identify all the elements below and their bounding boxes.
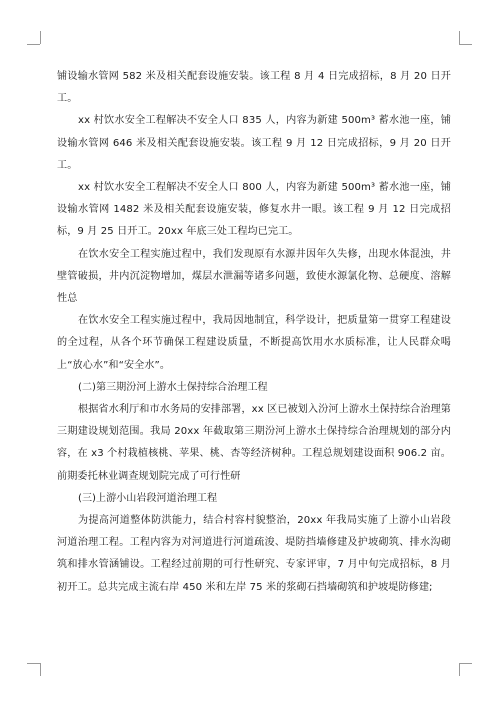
paragraph: xx 村饮水安全工程解决不安全人口 800 人，内容为新建 500m³ 蓄水池一座，铺设输水管网 1482 米及相关配套设施安装，修复水井一眼。该工程 9 月 12 日完成招标，9 月 25 日开工。20xx 年底三处工程均已完工。 bbox=[57, 182, 451, 238]
section-heading: (三)上游小山岩段河道治理工程 bbox=[78, 492, 218, 504]
crop-mark-bottom-left bbox=[40, 663, 41, 676]
crop-mark-top-right bbox=[459, 31, 460, 44]
crop-mark-bottom-right bbox=[459, 663, 472, 664]
paragraph: 在饮水安全工程实施过程中，我们发现原有水源井因年久失修，出现水体混浊，井壁管破损，井内沉淀物增加，煤层水泄漏等诸多问题，致使水源氯化物、总硬度、溶解性总 bbox=[57, 248, 451, 305]
paragraph: xx 村饮水安全工程解决不安全人口 835 人，内容为新建 500m³ 蓄水池一座，铺设输水管网 646 米及相关配套设施安装。该工程 9 月 12 日完成招标，9 月 20 日开工。 bbox=[57, 115, 451, 171]
crop-mark-bottom-right bbox=[459, 663, 460, 676]
document-body bbox=[57, 66, 451, 599]
crop-mark-bottom-left bbox=[27, 663, 40, 664]
paragraph: 铺设输水管网 582 米及相关配套设施安装。该工程 8 月 4 日完成招标，8 月 20 日开工。 bbox=[57, 71, 451, 105]
crop-mark-top-left bbox=[40, 31, 41, 44]
paragraph: 根据省水利厅和市水务局的安排部署，xx 区已被划入汾河上游水土保持综合治理第三期建设规划范围。我局 20xx 年截取第三期汾河上游水土保持综合治理规划的部分内容，在 x3 个村栽植核桃、苹果、桃、杏等经济树种。工程总规划建设面积 906.2 亩。前期委托林业调查规划院完成了可行性研 bbox=[57, 404, 451, 482]
section-heading: (二)第三期汾河上游水土保持综合治理工程 bbox=[78, 381, 268, 393]
paragraph: 在饮水安全工程实施过程中，我局因地制宜，科学设计，把质量第一贯穿工程建设的全过程，从各个环节确保工程建设质量，不断提高饮用水水质标准，让人民群众喝上“放心水”和“安全水”。 bbox=[57, 315, 451, 371]
crop-mark-top-right bbox=[459, 44, 472, 45]
crop-mark-top-left bbox=[27, 44, 40, 45]
paragraph: 为提高河道整体防洪能力，结合村容村貌整治，20xx 年我局实施了上游小山岩段河道治理工程。工程内容为对河道进行河道疏浚、堤防挡墙修建及护坡砌筑、排水沟砌筑和排水管涵铺设。工程经过前期的可行性研究、专家评审，7 月中旬完成招标，8 月初开工。总共完成主流右岸 450 米和左岸 75 米的浆砌石挡墙砌筑和护坡堤防修建; bbox=[57, 515, 451, 593]
